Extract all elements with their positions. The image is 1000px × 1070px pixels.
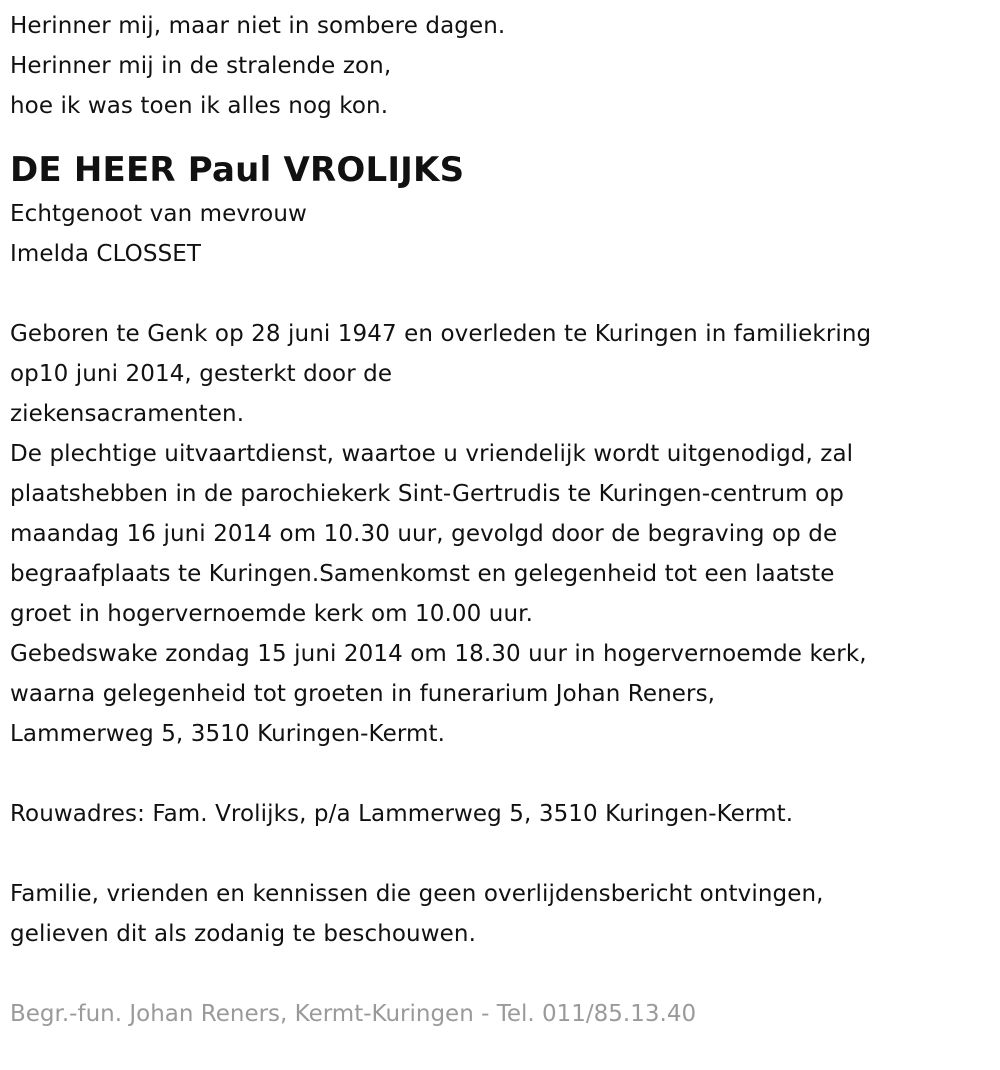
spouse-line-1: Echtgenoot van mevrouw: [10, 201, 307, 227]
death-notice: [10, 6, 995, 1034]
notice-body: [10, 314, 995, 754]
body-line-10: waarna gelegenheid tot groeten in funerarium Johan Reners,: [10, 681, 716, 707]
body-line-3: ziekensacramenten.: [10, 401, 245, 427]
spacer: [10, 834, 995, 874]
spacer: [10, 126, 995, 146]
body-line-2: op10 juni 2014, gesterkt door de: [10, 361, 393, 387]
spouse-info: [10, 194, 995, 274]
mourning-address: Rouwadres: Fam. Vrolijks, p/a Lammerweg 5, 3510 Kuringen-Kermt.: [10, 801, 794, 827]
spouse-line-2: Imelda CLOSSET: [10, 241, 202, 267]
spacer: [10, 754, 995, 794]
poem-line-1: Herinner mij, maar niet in sombere dagen.: [10, 13, 506, 39]
family-notice-line-1: Familie, vrienden en kennissen die geen overlijdensbericht ontvingen,: [10, 881, 824, 907]
body-line-9: Gebedswake zondag 15 juni 2014 om 18.30 uur in hogervernoemde kerk,: [10, 641, 867, 667]
family-notice: [10, 874, 995, 954]
body-line-11: Lammerweg 5, 3510 Kuringen-Kermt.: [10, 721, 446, 747]
body-line-7: begraafplaats te Kuringen.Samenkomst en gelegenheid tot een laatste: [10, 561, 835, 587]
body-line-5: plaatshebben in de parochiekerk Sint-Gertrudis te Kuringen-centrum op: [10, 481, 844, 507]
funeral-home-footer: Begr.-fun. Johan Reners, Kermt-Kuringen - Tel. 011/85.13.40: [10, 1001, 697, 1027]
body-line-8: groet in hogervernoemde kerk om 10.00 uur.: [10, 601, 534, 627]
body-line-1: Geboren te Genk op 28 juni 1947 en overleden te Kuringen in familiekring: [10, 321, 872, 347]
family-notice-line-2: gelieven dit als zodanig te beschouwen.: [10, 921, 476, 947]
spacer: [10, 954, 995, 994]
body-line-6: maandag 16 juni 2014 om 10.30 uur, gevolgd door de begraving op de: [10, 521, 838, 547]
poem-line-2: Herinner mij in de stralende zon,: [10, 53, 392, 79]
deceased-name: DE HEER Paul VROLIJKS: [10, 150, 465, 190]
spacer: [10, 274, 995, 314]
poem: [10, 6, 995, 126]
body-line-4: De plechtige uitvaartdienst, waartoe u vriendelijk wordt uitgenodigd, zal: [10, 441, 854, 467]
poem-line-3: hoe ik was toen ik alles nog kon.: [10, 93, 389, 119]
